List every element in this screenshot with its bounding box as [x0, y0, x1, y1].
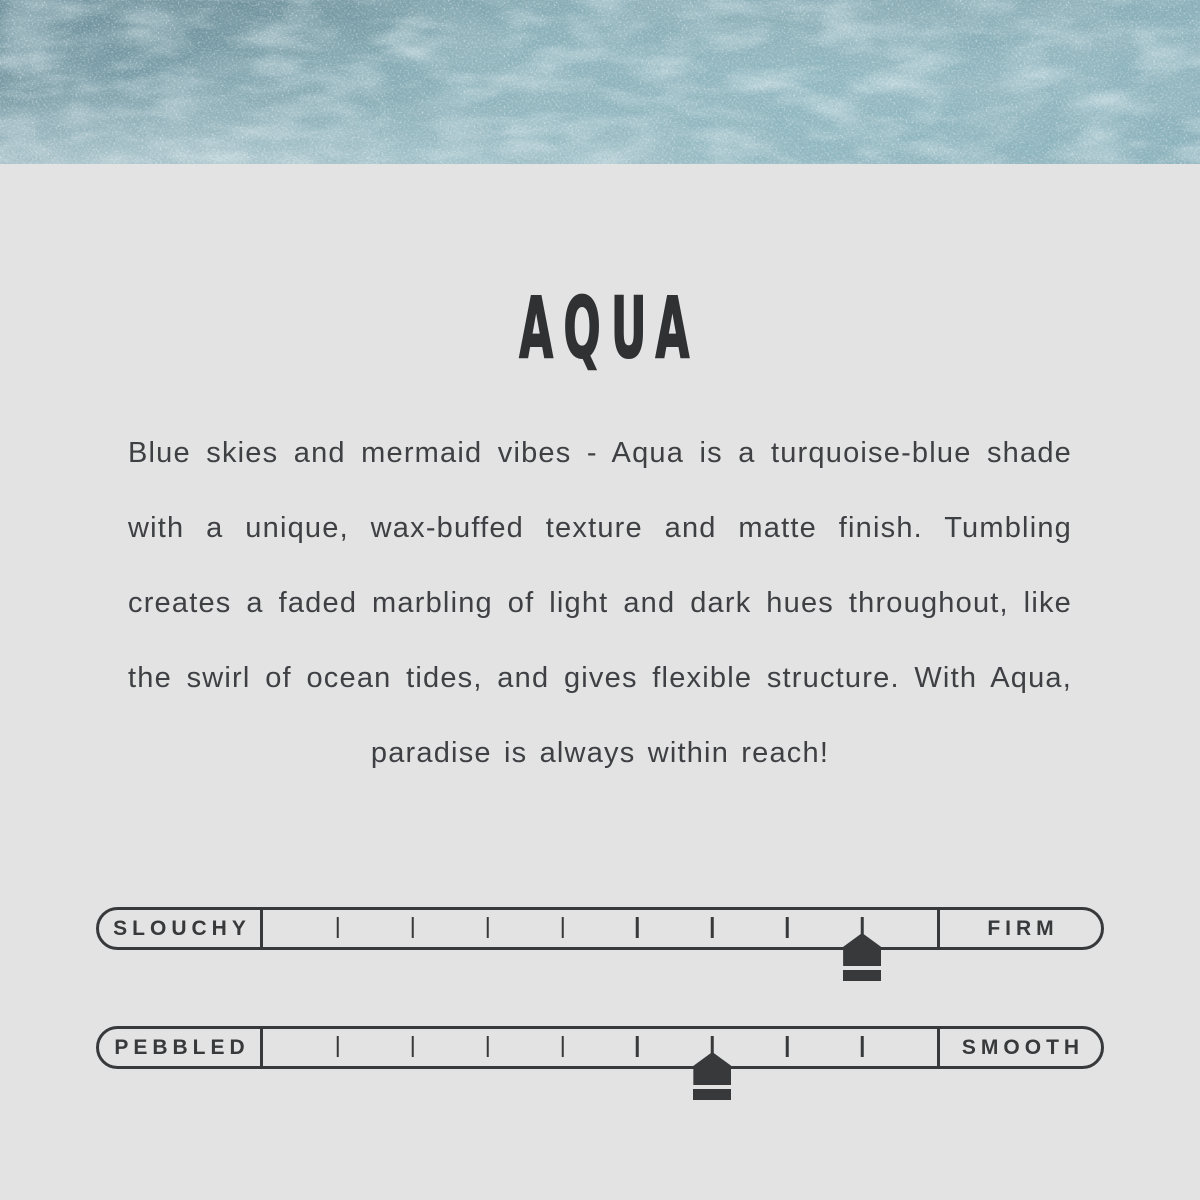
page-title — [0, 279, 1200, 377]
scale-structure-right-section — [937, 910, 1101, 947]
scale-structure — [96, 907, 1104, 950]
color-title-text: AQUA — [519, 279, 701, 377]
scale-tick — [337, 1036, 340, 1057]
scale-marker-head — [843, 933, 881, 966]
scale-tick — [561, 917, 564, 938]
scale-tick — [786, 917, 789, 938]
scale-tick — [636, 917, 639, 938]
scale-texture-left-section — [99, 1029, 263, 1066]
scale-tick — [486, 1036, 489, 1057]
scale-tick — [486, 917, 489, 938]
scale-structure-right-label: FIRM — [987, 916, 1059, 940]
leather-swatch-image — [0, 0, 1200, 164]
scale-tick — [412, 1036, 415, 1057]
scale-texture-right-label: SMOOTH — [961, 1035, 1085, 1059]
scale-marker-head — [693, 1052, 731, 1085]
scale-structure-left-label: SLOUCHY — [113, 916, 251, 940]
scale-tick — [786, 1036, 789, 1057]
scale-marker — [843, 933, 881, 981]
scale-tick — [861, 1036, 864, 1057]
scale-tick — [337, 917, 340, 938]
scale-texture — [96, 1026, 1104, 1069]
scale-marker — [693, 1052, 731, 1100]
scale-texture-track — [263, 1029, 937, 1066]
scale-tick — [561, 1036, 564, 1057]
scale-texture-right-section — [937, 1029, 1101, 1066]
scale-tick — [412, 917, 415, 938]
scale-marker-foot — [693, 1089, 731, 1100]
color-description: Blue skies and mermaid vibes - Aqua is a turquoise-blue shade with a unique, wax-buffed texture and matte finish. Tumbling creates a faded marbling of light and dark hues throughout, like the swirl of ocean tides, and gives flexible structure. With Aqua, paradise is always within reach! — [128, 437, 1072, 769]
scale-marker-foot — [843, 970, 881, 981]
scale-texture-left-label: PEBBLED — [114, 1035, 250, 1059]
scale-tick — [636, 1036, 639, 1057]
scale-structure-track — [263, 910, 937, 947]
scale-structure-left-section — [99, 910, 263, 947]
scale-tick — [711, 917, 714, 938]
leather-grain-texture — [0, 0, 1200, 164]
